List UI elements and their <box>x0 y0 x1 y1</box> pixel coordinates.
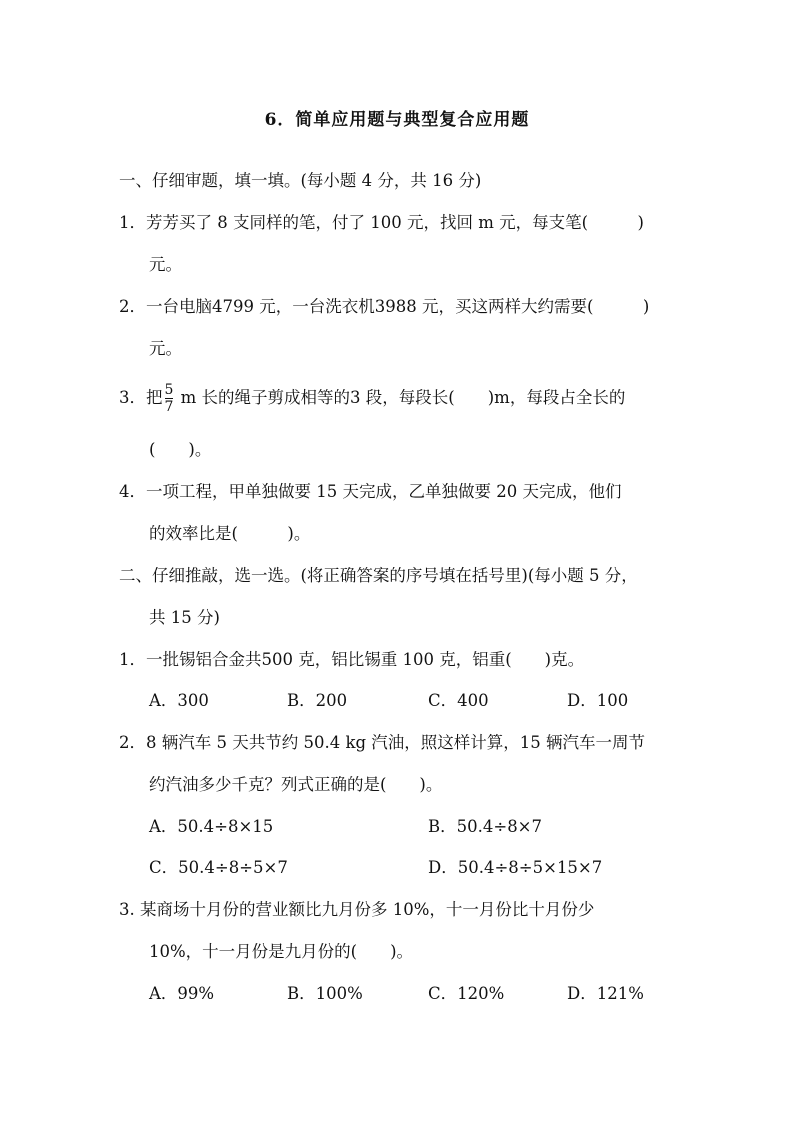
part1-q3-line2: ( )。 <box>149 440 212 459</box>
part2-q3-line1: 3. 某商场十月份的营业额比九月份多 10%，十一月份比十月份少 <box>119 900 595 919</box>
part1-q3-line1 <box>119 380 625 416</box>
part1-q4-line1: 4．一项工程，甲单独做要 15 天完成，乙单独做要 20 天完成，他们 <box>119 482 622 501</box>
part2-q3-option-b: B．100% <box>287 984 363 1003</box>
part1-q4-line2: 的效率比是( )。 <box>149 524 311 543</box>
part2-heading-line2: 共 15 分) <box>149 608 220 627</box>
part2-q1-option-b: B．200 <box>287 691 348 710</box>
part2-q3-option-c: C．120% <box>428 984 505 1003</box>
part2-q3-line2: 10%，十一月份是九月份的( )。 <box>149 942 414 961</box>
part1-q3-suffix: m 长的绳子剪成相等的3 段，每段长( )m，每段占全长的 <box>175 388 626 407</box>
page-title: 6．简单应用题与典型复合应用题 <box>264 110 530 130</box>
part1-heading: 一、仔细审题，填一填。(每小题 4 分，共 16 分) <box>119 171 482 190</box>
fraction-five-sevenths <box>165 382 174 415</box>
part1-q2-line1: 2．一台电脑4799 元，一台洗衣机3988 元，买这两样大约需要( ) <box>119 297 650 316</box>
fraction-numerator: 5 <box>164 382 174 398</box>
part2-q2-option-a: A．50.4÷8×15 <box>149 817 274 836</box>
part2-heading-line1: 二、仔细推敲，选一选。(将正确答案的序号填在括号里)(每小题 5 分， <box>119 566 638 585</box>
part2-q1-line1: 1．一批锡铝合金共500 克，铝比锡重 100 克，铝重( )克。 <box>119 650 585 669</box>
part2-q1-option-d: D．100 <box>567 691 629 710</box>
part2-q1-option-c: C．400 <box>428 691 489 710</box>
part2-q1-option-a: A．300 <box>149 691 209 710</box>
part2-q3-option-d: D．121% <box>567 984 644 1003</box>
fraction-denominator: 7 <box>164 399 174 415</box>
part2-q2-option-d: D．50.4÷8÷5×15×7 <box>428 858 603 877</box>
part1-q2-line2: 元。 <box>149 339 182 358</box>
part2-q2-option-b: B．50.4÷8×7 <box>428 817 543 836</box>
part1-q1-line1: 1．芳芳买了 8 支同样的笔，付了 100 元，找回 m 元，每支笔( ) <box>119 213 644 232</box>
part2-q3-option-a: A．99% <box>149 984 215 1003</box>
part2-q2-line1: 2．8 辆汽车 5 天共节约 50.4 kg 汽油，照这样计算，15 辆汽车一周节 <box>119 733 646 752</box>
part1-q3-prefix: 3．把 <box>119 388 163 407</box>
part2-q2-line2: 约汽油多少千克？列式正确的是( )。 <box>149 775 443 794</box>
part1-q1-line2: 元。 <box>149 255 182 274</box>
part2-q2-option-c: C．50.4÷8÷5×7 <box>149 858 288 877</box>
